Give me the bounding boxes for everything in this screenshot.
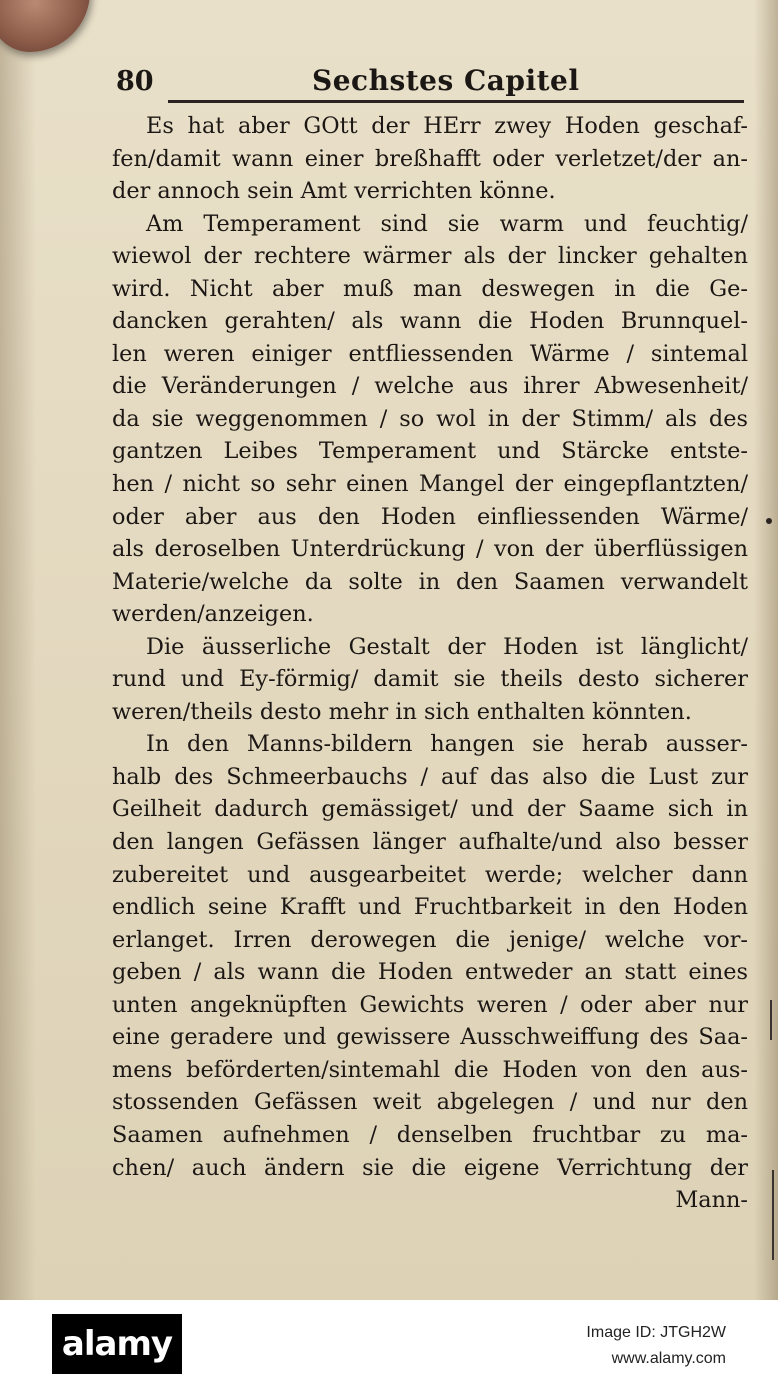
- text-line: chen/ auch ändern sie die eigene Verrichtung der: [112, 1154, 748, 1181]
- page-shadow-right: [754, 0, 778, 1300]
- margin-line: [772, 1170, 774, 1260]
- text-line: Es hat aber GOtt der HErr zwey Hoden geschaf-: [146, 113, 748, 139]
- text-line: die Veränderungen / welche aus ihrer Abwesenheit/: [112, 373, 748, 400]
- margin-mark: [766, 518, 772, 524]
- text-line: wiewol der rechtere wärmer als der lincker gehalten: [112, 243, 748, 270]
- text-line: gantzen Leibes Temperament und Stärcke entste-: [112, 438, 748, 465]
- text-line: wird. Nicht aber muß man deswegen in die Ge-: [112, 275, 748, 302]
- running-head: Sechstes Capitel: [312, 64, 580, 97]
- text-line: zubereitet und ausgearbeitet werde; welcher dann: [112, 861, 748, 888]
- text-line: len weren einiger entfliessenden Wärme / sintemal: [112, 340, 748, 367]
- text-line: rund und Ey-förmig/ damit sie theils desto sicherer: [112, 666, 748, 693]
- text-line: Die äusserliche Gestalt der Hoden ist länglicht/: [146, 633, 748, 660]
- text-line: geben / als wann die Hoden entweder an statt eines: [112, 959, 748, 986]
- text-line: hen / nicht so sehr einen Mangel der eingepflantzten/: [112, 471, 748, 498]
- image-id: Image ID: JTGH2W: [586, 1324, 726, 1341]
- text-line: als deroselben Unterdrückung / von der überflüssigen: [112, 536, 748, 563]
- text-line: oder aber aus den Hoden einfliessenden Wärme/: [112, 503, 748, 530]
- text-line: unten angeknüpften Gewichts weren / oder aber nur: [112, 991, 748, 1018]
- text-line: werden/anzeigen.: [112, 601, 314, 628]
- text-line: In den Manns-bildern hangen sie herab ausser-: [146, 731, 748, 758]
- body-text: [112, 110, 748, 1217]
- text-line: Geilheit dadurch gemässiget/ und der Saame sich in: [112, 796, 748, 823]
- catchword: Mann-: [675, 1187, 748, 1214]
- brand-logo[interactable]: alamy: [52, 1314, 182, 1374]
- text-line: mens beförderten/sintemahl die Hoden von den aus-: [112, 1056, 748, 1083]
- page-number: 80: [116, 66, 154, 97]
- text-line: endlich seine Krafft und Fruchtbarkeit in den Hoden: [112, 894, 748, 921]
- text-line: fen/damit wann einer breßhafft oder verletzet/der an-: [112, 145, 748, 172]
- text-line: Materie/welche da solte in den Saamen verwandelt: [112, 568, 748, 595]
- text-line: da sie weggenommen / so wol in der Stimm/ als des: [112, 405, 748, 432]
- header-rule: [168, 100, 744, 103]
- text-line: weren/theils desto mehr in sich enthalten könnten.: [112, 698, 692, 725]
- text-line: eine geradere und gewissere Ausschweiffung des Saa-: [112, 1024, 748, 1051]
- text-line: Am Temperament sind sie warm und feuchtig/: [146, 210, 748, 237]
- text-line: der annoch sein Amt verrichten könne.: [112, 178, 556, 205]
- text-line: den langen Gefässen länger aufhalte/und also besser: [112, 829, 748, 856]
- website-link[interactable]: www.alamy.com: [611, 1350, 726, 1367]
- stock-photo-footer: [0, 1300, 778, 1390]
- text-line: erlanget. Irren derowegen die jenige/ welche vor-: [112, 926, 748, 953]
- text-line: dancken gerahten/ als wann die Hoden Brunnquel-: [112, 308, 748, 335]
- margin-line: [770, 1000, 772, 1040]
- text-line: stossenden Gefässen weit abgelegen / und nur den: [112, 1089, 748, 1116]
- page-shadow-left: [0, 0, 36, 1300]
- page-header: [112, 62, 742, 102]
- text-line: halb des Schmeerbauchs / auf das also die Lust zur: [112, 763, 748, 790]
- text-line: Saamen aufnehmen / denselben fruchtbar zu ma-: [112, 1121, 748, 1148]
